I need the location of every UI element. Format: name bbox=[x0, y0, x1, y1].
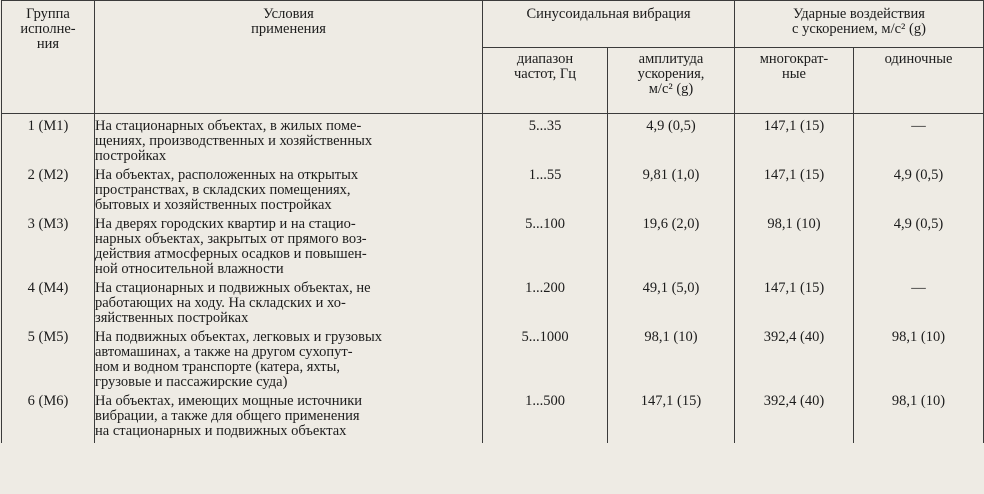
header-freq-range bbox=[483, 48, 608, 114]
cell-conditions bbox=[95, 330, 483, 394]
header-freq-line: частот, Гц bbox=[513, 66, 576, 82]
cell-accel: 19,6 (2,0) bbox=[608, 217, 735, 281]
header-group-line: ния bbox=[36, 36, 60, 52]
conditions-line: действия атмосферных осадков и повышен- bbox=[95, 247, 367, 262]
cell-multiple: 147,1 (15) bbox=[735, 168, 854, 217]
header-shock-line: с ускорением, м/с² (g) bbox=[792, 21, 926, 37]
header-accel-line: амплитуда bbox=[638, 51, 704, 67]
cell-conditions bbox=[95, 168, 483, 217]
header-accel-line: ускорения, bbox=[637, 66, 705, 82]
cell-freq: 1...200 bbox=[483, 281, 608, 330]
conditions-line: пространствах, в складских помещениях, bbox=[95, 183, 351, 198]
table-row bbox=[2, 330, 984, 394]
header-shock-line: Ударные воздействия bbox=[793, 6, 925, 22]
cell-group: 4 (М4) bbox=[2, 281, 95, 330]
conditions-line: бытовых и хозяйственных постройках bbox=[95, 198, 332, 213]
conditions-line: На дверях городских квартир и на стацио- bbox=[95, 217, 356, 232]
header-group-line: исполне- bbox=[20, 21, 76, 37]
cell-single: 98,1 (10) bbox=[854, 330, 984, 394]
conditions-line: На объектах, расположенных на открытых bbox=[95, 168, 359, 183]
table-row bbox=[2, 119, 984, 168]
header-shock bbox=[735, 1, 984, 48]
cell-single: 4,9 (0,5) bbox=[854, 168, 984, 217]
cell-accel: 147,1 (15) bbox=[608, 394, 735, 443]
cell-multiple: 147,1 (15) bbox=[735, 281, 854, 330]
header-group-line: Группа bbox=[26, 6, 70, 22]
cell-conditions bbox=[95, 394, 483, 443]
cell-accel: 9,81 (1,0) bbox=[608, 168, 735, 217]
conditions-line: постройках bbox=[95, 149, 167, 164]
cell-group: 1 (М1) bbox=[2, 119, 95, 168]
conditions-line: На стационарных и подвижных объектах, не bbox=[95, 281, 371, 296]
cell-accel: 98,1 (10) bbox=[608, 330, 735, 394]
header-conditions bbox=[95, 1, 483, 114]
cell-accel: 4,9 (0,5) bbox=[608, 119, 735, 168]
cell-multiple: 98,1 (10) bbox=[735, 217, 854, 281]
table-row bbox=[2, 168, 984, 217]
header-sine-vibration: Синусоидальная вибрация bbox=[483, 1, 735, 48]
cell-group: 3 (М3) bbox=[2, 217, 95, 281]
cell-freq: 1...55 bbox=[483, 168, 608, 217]
conditions-line: вибрации, а также для общего применения bbox=[95, 409, 360, 424]
cell-accel: 49,1 (5,0) bbox=[608, 281, 735, 330]
header-multiple bbox=[735, 48, 854, 114]
cell-freq: 5...35 bbox=[483, 119, 608, 168]
header-multiple-line: ные bbox=[782, 66, 806, 82]
conditions-line: на стационарных и подвижных объектах bbox=[95, 424, 347, 439]
conditions-line: На объектах, имеющих мощные источники bbox=[95, 394, 363, 409]
header-single: одиночные bbox=[854, 48, 984, 114]
cell-single: 98,1 (10) bbox=[854, 394, 984, 443]
conditions-line: нарных объектах, закрытых от прямого воз- bbox=[95, 232, 367, 247]
header-conditions-line: Условия bbox=[263, 6, 314, 22]
cell-multiple: 392,4 (40) bbox=[735, 330, 854, 394]
cell-multiple: 147,1 (15) bbox=[735, 119, 854, 168]
cell-single: 4,9 (0,5) bbox=[854, 217, 984, 281]
header-group bbox=[2, 1, 95, 114]
conditions-line: На подвижных объектах, легковых и грузовых bbox=[95, 330, 383, 345]
header-accel-line: м/с² (g) bbox=[648, 81, 694, 97]
cell-multiple: 392,4 (40) bbox=[735, 394, 854, 443]
cell-group: 6 (М6) bbox=[2, 394, 95, 443]
cell-freq: 5...100 bbox=[483, 217, 608, 281]
cell-conditions bbox=[95, 119, 483, 168]
header-multiple-line: многократ- bbox=[759, 51, 829, 67]
cell-conditions bbox=[95, 281, 483, 330]
table-row bbox=[2, 217, 984, 281]
header-accel-amplitude bbox=[608, 48, 735, 114]
header-conditions-line: применения bbox=[251, 21, 326, 37]
cell-conditions bbox=[95, 217, 483, 281]
cell-single: — bbox=[854, 281, 984, 330]
conditions-line: работающих на ходу. На складских и хо- bbox=[95, 296, 346, 311]
cell-group: 5 (М5) bbox=[2, 330, 95, 394]
table-row bbox=[2, 394, 984, 443]
conditions-line: автомашинах, а также на другом сухопут- bbox=[95, 345, 353, 360]
header-freq-line: диапазон bbox=[516, 51, 574, 67]
cell-freq: 1...500 bbox=[483, 394, 608, 443]
cell-group: 2 (М2) bbox=[2, 168, 95, 217]
table-row bbox=[2, 281, 984, 330]
conditions-line: щениях, производственных и хозяйственных bbox=[95, 134, 373, 149]
conditions-line: зяйственных постройках bbox=[95, 311, 249, 326]
conditions-line: ном и водном транспорте (катера, яхты, bbox=[95, 360, 340, 375]
conditions-line: ной относительной влажности bbox=[95, 262, 284, 277]
conditions-line: грузовые и пассажирские суда) bbox=[95, 375, 288, 390]
cell-single: — bbox=[854, 119, 984, 168]
conditions-line: На стационарных объектах, в жилых поме- bbox=[95, 119, 362, 134]
cell-freq: 5...1000 bbox=[483, 330, 608, 394]
conditions-table bbox=[1, 0, 984, 443]
